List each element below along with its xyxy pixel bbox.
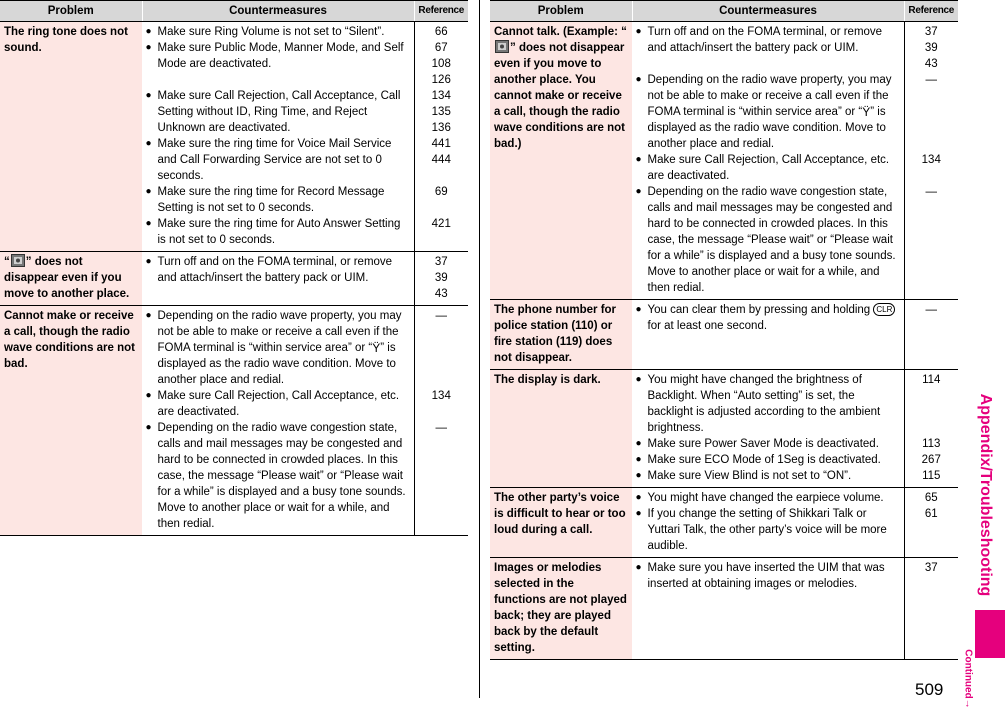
countermeasure-cell (632, 488, 904, 558)
bullet-icon: ● (635, 562, 642, 573)
problem-cell: The other party’s voice is difficult to hear or too loud during a call. (490, 488, 632, 558)
header-problem: Problem (490, 1, 632, 22)
header-countermeasures: Countermeasures (142, 1, 414, 22)
countermeasure-cell (142, 306, 414, 536)
countermeasure-item: Make sure View Blind is not set to “ON”. (647, 470, 852, 482)
reference-page: 43 (924, 58, 938, 70)
countermeasure-cell (142, 22, 414, 252)
reference-page: 113 (922, 438, 941, 450)
countermeasure-item: If you change the setting of Shikkari Talk or Yuttari Talk, the other party’s voice will be more audible. (647, 508, 887, 552)
bullet-icon: ● (635, 154, 642, 165)
reference-page: 267 (921, 454, 941, 466)
table-row (490, 558, 958, 660)
bullet-icon: ● (635, 438, 642, 449)
reference-page: 39 (434, 272, 448, 284)
antenna-icon: Ÿ (372, 341, 381, 355)
countermeasure-item: You might have changed the brightness of Backlight. When “Auto setting” is set, the backlight is adjusted according to the ambient brightness. (647, 374, 881, 434)
header-reference: Reference (904, 1, 958, 22)
reference-page: — (435, 422, 447, 434)
table-row (490, 488, 958, 558)
countermeasure-item: Make sure ECO Mode of 1Seg is deactivated. (647, 454, 881, 466)
problem-cell: The phone number for police station (110) or fire station (119) does not disappear. (490, 300, 632, 370)
bullet-icon: ● (635, 470, 642, 481)
bullet-icon: ● (145, 42, 152, 53)
countermeasure-item: Make sure Public Mode, Manner Mode, and Self Mode are deactivated. (157, 42, 404, 70)
countermeasure-cell (632, 22, 904, 300)
countermeasure-cell (632, 370, 904, 488)
section-title: Appendix/Troubleshooting (977, 393, 994, 597)
reference-page: 37 (924, 562, 938, 574)
reference-page: 67 (434, 42, 448, 54)
bullet-icon: ● (635, 508, 642, 519)
problem-cell: Images or melodies selected in the functions are not played back; they are played back by the default setting. (490, 558, 632, 660)
bullet-icon: ● (145, 138, 152, 149)
reference-cell (414, 22, 468, 252)
self-mode-icon (11, 254, 25, 267)
reference-page: 43 (434, 288, 448, 300)
countermeasure-cell (632, 558, 904, 660)
bullet-icon: ● (635, 374, 642, 385)
reference-page: — (435, 310, 447, 322)
troubleshooting-table-right (490, 0, 958, 660)
clr-key-icon: CLR (873, 303, 895, 316)
reference-page: — (925, 304, 937, 316)
countermeasure-item: Turn off and on the FOMA terminal, or remove and attach/insert the battery pack or UIM. (157, 256, 393, 284)
reference-page: 108 (431, 58, 451, 70)
troubleshooting-table-left (0, 0, 468, 536)
reference-page: 134 (921, 154, 941, 166)
bullet-icon: ● (145, 310, 152, 321)
column-divider (479, 0, 480, 698)
countermeasure-item: Make sure the ring time for Record Message Setting is not set to 0 seconds. (157, 186, 385, 214)
reference-page: 37 (924, 26, 938, 38)
problem-cell: Cannot talk. (Example: “” does not disappear even if you move to another place. You cannot make or receive a call, though the radio wave conditions are not bad.) (490, 22, 632, 300)
reference-page: 135 (431, 106, 451, 118)
reference-page: 39 (924, 42, 938, 54)
reference-page: — (925, 186, 937, 198)
reference-page: 126 (431, 74, 451, 86)
bullet-icon: ● (635, 74, 642, 85)
header-problem: Problem (0, 1, 142, 22)
countermeasure-item: Make sure you have inserted the UIM that was inserted at obtaining images or melodies. (647, 562, 885, 590)
reference-page: 134 (431, 390, 451, 402)
reference-page: 69 (434, 186, 448, 198)
reference-page: 66 (434, 26, 448, 38)
reference-page: 61 (924, 508, 938, 520)
countermeasure-item: You might have changed the earpiece volume. (647, 492, 884, 504)
countermeasure-item: You can clear them by pressing and holding CLR for at least one second. (648, 302, 900, 334)
reference-page: — (925, 74, 937, 86)
bullet-icon: ● (145, 256, 152, 267)
antenna-icon: Ÿ (862, 105, 871, 119)
reference-page: 444 (431, 154, 451, 166)
reference-page: 37 (434, 256, 448, 268)
bullet-icon: ● (635, 304, 642, 315)
self-mode-icon (495, 40, 509, 53)
bullet-icon: ● (635, 454, 642, 465)
reference-page: 65 (924, 492, 938, 504)
countermeasure-item: Depending on the radio wave congestion state, calls and mail messages may be congested and hard to be connected in crowded places. In this case, the message “Please wait” or “Please wait for a while” is displayed and a busy tone sounds. Move to another place or wait for a while, and then redial. (647, 186, 896, 294)
problem-cell: The display is dark. (490, 370, 632, 488)
continued-label: Continued→ (962, 649, 974, 709)
table-row (0, 306, 468, 536)
countermeasure-item: Make sure Ring Volume is not set to “Silent”. (157, 26, 385, 38)
table-row (490, 370, 958, 488)
countermeasure-item: Make sure the ring time for Voice Mail Service and Call Forwarding Service are not set to 0 seconds. (157, 138, 392, 182)
table-row (0, 22, 468, 252)
countermeasure-cell (632, 300, 904, 370)
reference-cell (904, 300, 958, 370)
reference-cell (414, 306, 468, 536)
reference-cell (904, 22, 958, 300)
page-number: 509 (915, 680, 944, 699)
bullet-icon: ● (145, 390, 152, 401)
reference-cell (414, 252, 468, 306)
countermeasure-item: Make sure Call Rejection, Call Acceptance, Call Setting without ID, Ring Time, and Reject Unknown are deactivated. (157, 90, 401, 134)
bullet-icon: ● (145, 218, 152, 229)
bullet-icon: ● (635, 492, 642, 503)
table-row (0, 252, 468, 306)
countermeasure-item: Make sure Power Saver Mode is deactivated. (647, 438, 879, 450)
reference-cell (904, 370, 958, 488)
header-countermeasures: Countermeasures (632, 1, 904, 22)
countermeasure-item: Depending on the radio wave property, you may not be able to make or receive a call even if the FOMA terminal is “within service area” or “Ÿ” is displayed as the radio wave condition. Move to another place and redial. (647, 74, 892, 150)
bullet-icon: ● (635, 186, 642, 197)
problem-cell: The ring tone does not sound. (0, 22, 142, 252)
bullet-icon: ● (635, 26, 642, 37)
reference-cell (904, 558, 958, 660)
countermeasure-item: Depending on the radio wave congestion state, calls and mail messages may be congested and hard to be connected in crowded places. In this case, the message “Please wait” or “Please wait for a while” is displayed and a busy tone sounds. Move to another place or wait for a while, and then redial. (157, 422, 406, 530)
bullet-icon: ● (145, 422, 152, 433)
bullet-icon: ● (145, 186, 152, 197)
problem-cell: Cannot make or receive a call, though the radio wave conditions are not bad. (0, 306, 142, 536)
bullet-icon: ● (145, 90, 152, 101)
reference-page: 115 (922, 470, 941, 482)
bullet-icon: ● (145, 26, 152, 37)
reference-page: 134 (431, 90, 451, 102)
reference-page: 441 (431, 138, 451, 150)
header-reference: Reference (414, 1, 468, 22)
table-row (490, 22, 958, 300)
section-tab-marker (975, 610, 1005, 658)
countermeasure-item: Depending on the radio wave property, you may not be able to make or receive a call even if the FOMA terminal is “within service area” or “Ÿ” is displayed as the radio wave condition. Move to another place and redial. (157, 310, 402, 386)
reference-page: 136 (431, 122, 451, 134)
countermeasure-item: Turn off and on the FOMA terminal, or remove and attach/insert the battery pack or UIM. (647, 26, 883, 54)
countermeasure-item: Make sure the ring time for Auto Answer Setting is not set to 0 seconds. (157, 218, 401, 246)
reference-cell (904, 488, 958, 558)
reference-page: 114 (922, 374, 941, 386)
countermeasure-item: Make sure Call Rejection, Call Acceptance, etc. are deactivated. (157, 390, 400, 418)
table-row (490, 300, 958, 370)
problem-cell: “ ” does not disappear even if you move to another place. (0, 252, 142, 306)
reference-page: 421 (431, 218, 451, 230)
countermeasure-cell (142, 252, 414, 306)
countermeasure-item: Make sure Call Rejection, Call Acceptance, etc. are deactivated. (647, 154, 890, 182)
